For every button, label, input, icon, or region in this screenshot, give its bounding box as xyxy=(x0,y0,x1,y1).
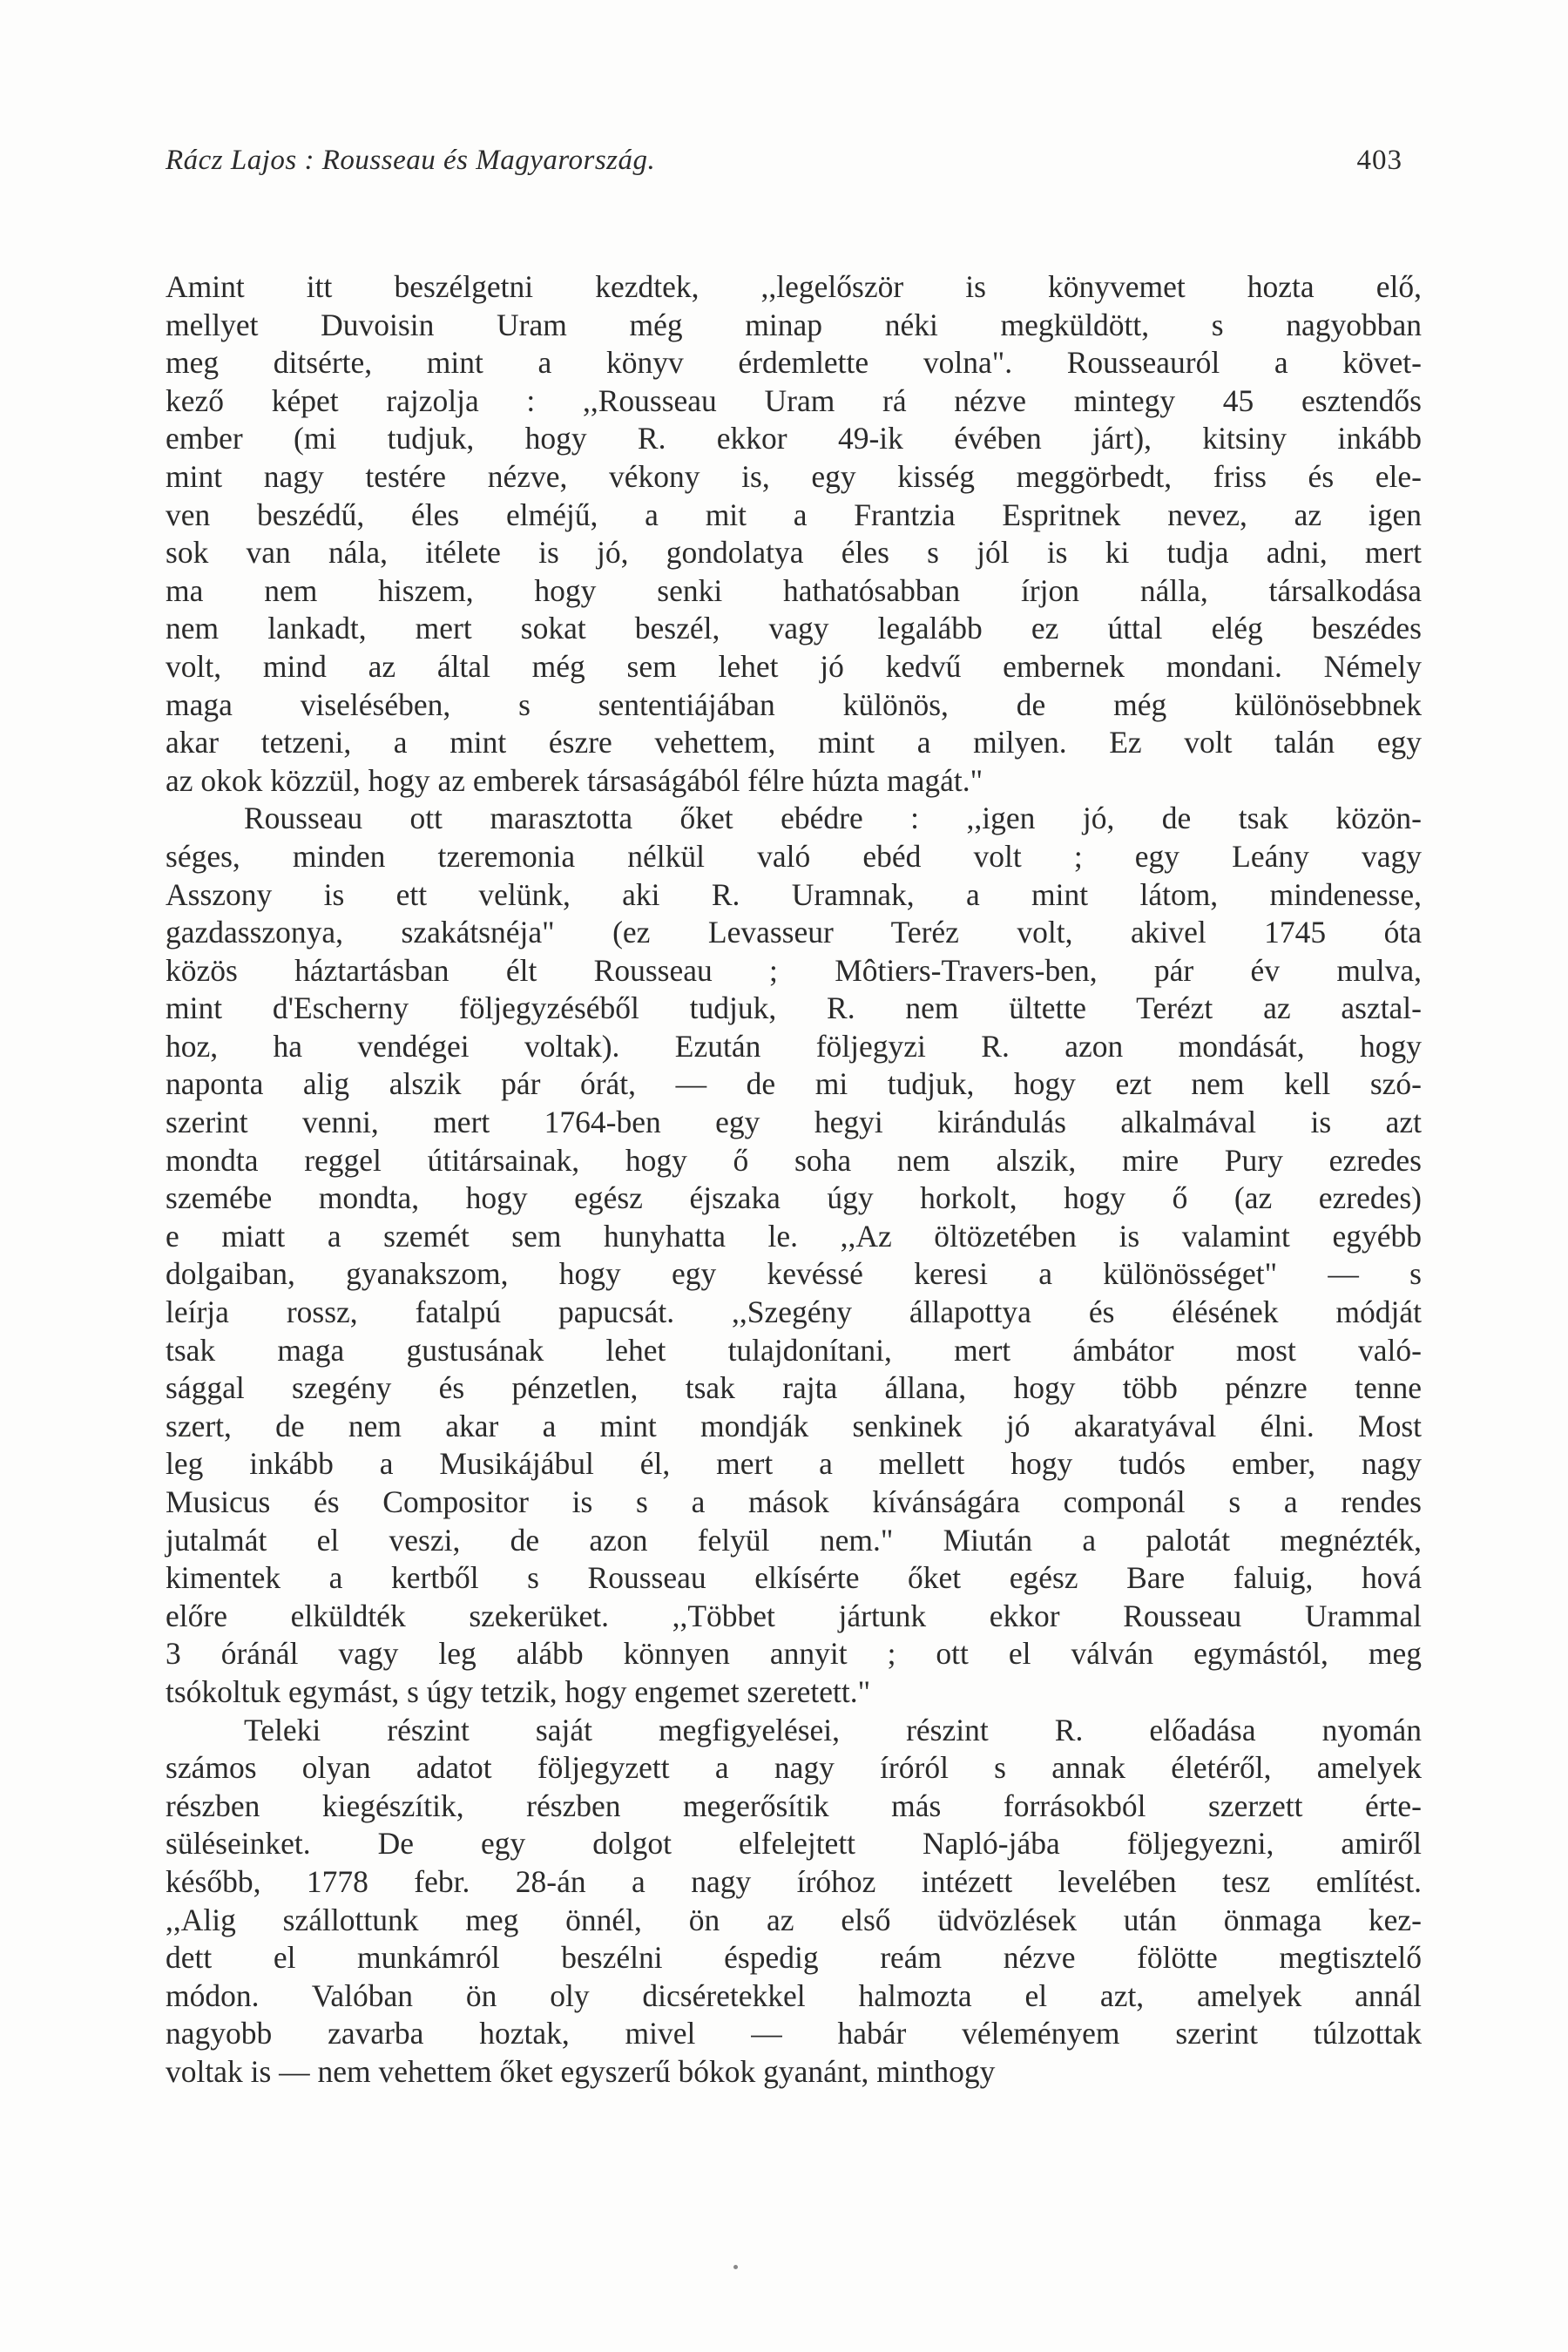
text-line: jutalmát el veszi, de azon felyül nem." Miután a palotát megnézték, xyxy=(166,1522,1422,1558)
text-line: voltak is — nem vehettem őket egyszerű bókok gyanánt, minthogy xyxy=(166,2053,996,2089)
body-text xyxy=(166,268,1422,2092)
text-line: kező képet rajzolja : ,,Rousseau Uram rá nézve mintegy 45 esztendős xyxy=(166,382,1422,418)
text-line: naponta alig alszik pár órát, — de mi tudjuk, hogy ezt nem kell szó- xyxy=(166,1066,1422,1102)
text-line: leg inkább a Musikájábul él, mert a mellett hogy tudós ember, nagy xyxy=(166,1446,1422,1482)
text-line: hoz, ha vendégei voltak). Ezután följegyzi R. azon mondását, hogy xyxy=(166,1028,1422,1064)
paragraph-1 xyxy=(166,268,1422,800)
text-line: tsak maga gustusának lehet tulajdonítani, mert ámbátor most való- xyxy=(166,1332,1422,1368)
text-line: meg ditsérte, mint a könyv érdemlette volna". Rousseauról a követ- xyxy=(166,345,1422,381)
text-line: az okok közzül, hogy az emberek társaságából félre húzta magát." xyxy=(166,762,983,798)
text-line: nem lankadt, mert sokat beszél, vagy legalább ez úttal elég beszédes xyxy=(166,611,1422,646)
text-line: sággal szegény és pénzetlen, tsak rajta állana, hogy több pénzre tenne xyxy=(166,1370,1422,1406)
text-line: ember (mi tudjuk, hogy R. ekkor 49-ik évében járt), kitsiny inkább xyxy=(166,421,1422,456)
text-line: részben kiegészítik, részben megerősítik más forrásokból szerzett érte- xyxy=(166,1788,1422,1823)
text-line: séges, minden tzeremonia nélkül való ebéd volt ; egy Leány vagy xyxy=(166,838,1422,874)
text-line: tsókoltuk egymást, s úgy tetzik, hogy engemet szeretett." xyxy=(166,1673,871,1709)
text-line: Musicus és Compositor is s a mások kívánságára componál s a rendes xyxy=(166,1484,1422,1519)
text-line: 3 óránál vagy leg alább könnyen annyit ; ott el válván egymástól, meg xyxy=(166,1636,1422,1672)
text-line: ,,Alig szállottunk meg önnél, ön az első üdvözlések után önmaga kez- xyxy=(166,1902,1422,1937)
paragraph-3 xyxy=(166,1712,1422,2092)
text-line: mellyet Duvoisin Uram még minap néki megküldött, s nagyobban xyxy=(166,307,1422,342)
text-line: ven beszédű, éles elméjű, a mit a Frantzia Espritnek nevez, az igen xyxy=(166,497,1422,532)
text-line: leírja rossz, fatalpú papucsát. ,,Szegény állapottya és élésének módját xyxy=(166,1294,1422,1330)
text-line: kimentek a kertből s Rousseau elkísérte őket egész Bare faluig, hová xyxy=(166,1560,1422,1596)
text-line: gazdasszonya, szakátsnéja" (ez Levasseur Teréz volt, akivel 1745 óta xyxy=(166,915,1422,950)
text-line: szemébe mondta, hogy egész éjszaka úgy horkolt, hogy ő (az ezredes) xyxy=(166,1180,1422,1216)
text-line: számos olyan adatot följegyzett a nagy íróról s annak életéről, amelyek xyxy=(166,1750,1422,1786)
page-number: 403 xyxy=(1356,145,1402,176)
text-line: szert, de nem akar a mint mondják senkinek jó akaratyával élni. Most xyxy=(166,1408,1422,1443)
text-line: nagyobb zavarba hoztak, mivel — habár véleményem szerint túlzottak xyxy=(166,2016,1422,2051)
paragraph-2 xyxy=(166,800,1422,1711)
running-title: Rácz Lajos : Rousseau és Magyarország. xyxy=(166,145,656,176)
text-line: Amint itt beszélgetni kezdtek, ,,legelőször is könyvemet hozta elő, xyxy=(166,269,1422,304)
text-line: ma nem hiszem, hogy senki hathatósabban írjon nálla, társalkodása xyxy=(166,572,1422,608)
text-line: Asszony is ett velünk, aki R. Uramnak, a mint látom, mindenesse, xyxy=(166,876,1422,912)
running-head xyxy=(166,141,1402,179)
text-line: volt, mind az által még sem lehet jó kedvű embernek mondani. Némely xyxy=(166,648,1422,684)
text-line: Teleki részint saját megfigyelései, részint R. előadása nyomán xyxy=(244,1712,1422,1747)
text-line: szerint venni, mert 1764-ben egy hegyi kirándulás alkalmával is azt xyxy=(166,1105,1422,1140)
print-speck xyxy=(733,2265,738,2269)
text-line: dett el munkámról beszélni éspedig reám nézve fölötte megtisztelő xyxy=(166,1940,1422,1976)
text-line: Rousseau ott marasztotta őket ebédre : ,,igen jó, de tsak közön- xyxy=(244,801,1422,836)
text-line: süléseinket. De egy dolgot elfelejtett Napló-jába följegyezni, amiről xyxy=(166,1826,1422,1862)
text-line: később, 1778 febr. 28-án a nagy íróhoz intézett levelében tesz említést. xyxy=(166,1863,1422,1899)
text-line: közös háztartásban élt Rousseau ; Môtiers-Travers-ben, pár év mulva, xyxy=(166,952,1422,988)
text-line: mint d'Escherny följegyzéséből tudjuk, R. nem ültette Terézt az asztal- xyxy=(166,990,1422,1026)
text-line: maga viselésében, s sententiájában különös, de még különösebbnek xyxy=(166,686,1422,722)
text-line: mint nagy testére nézve, vékony is, egy kisség meggörbedt, friss és ele- xyxy=(166,458,1422,494)
text-line: sok van nála, itélete is jó, gondolatya éles s jól is ki tudja adni, mert xyxy=(166,535,1422,571)
text-line: e miatt a szemét sem hunyhatta le. ,,Az öltözetében is valamint egyébb xyxy=(166,1218,1422,1254)
text-line: dolgaiban, gyanakszom, hogy egy kevéssé keresi a különösséget" — s xyxy=(166,1256,1422,1292)
text-line: akar tetzeni, a mint észre vehettem, mint a milyen. Ez volt talán egy xyxy=(166,725,1422,760)
text-line: módon. Valóban ön oly dicséretekkel halmozta el azt, amelyek annál xyxy=(166,1977,1422,2013)
text-line: mondta reggel útitársainak, hogy ő soha nem alszik, mire Pury ezredes xyxy=(166,1142,1422,1178)
text-line: előre elküldték szekerüket. ,,Többet jártunk ekkor Rousseau Urammal xyxy=(166,1598,1422,1633)
